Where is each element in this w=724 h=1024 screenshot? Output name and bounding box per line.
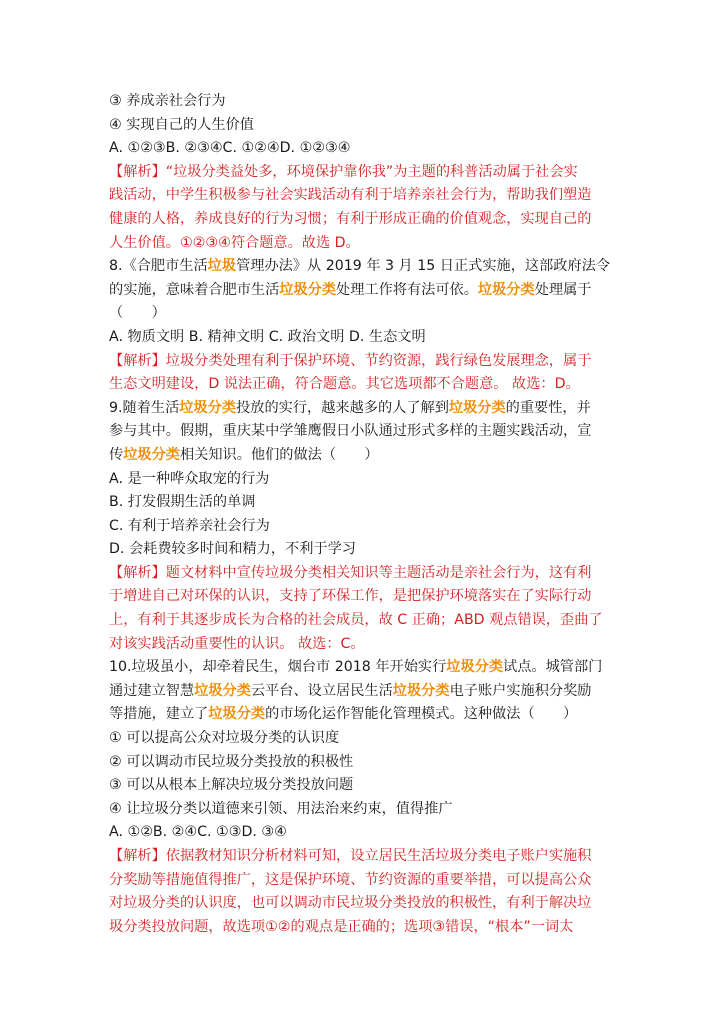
analysis-line: 【解析】垃圾分类处理有利于保护环境、节约资源，践行绿色发展理念，属于 [109, 352, 592, 369]
question-10-line: 10.垃圾虽小，却牵着民生，烟台市 2018 年开始实行垃圾分类试点。城管部门 [109, 659, 603, 676]
analysis-line: 对该实践活动重要性的认识。 故选：C。 [109, 635, 365, 652]
document-body [109, 90, 619, 939]
question-8-line: （ ） [109, 305, 166, 322]
keyword-highlight: 垃圾分类 [179, 399, 237, 416]
keyword-highlight: 垃圾 [207, 258, 237, 275]
question-9-line: 传垃圾分类相关知识。他们的做法（ ） [109, 446, 379, 463]
option-line: ③ 养成亲社会行为 [109, 93, 226, 109]
keyword-highlight: 垃圾分类 [392, 682, 450, 699]
option-line: ④ 让垃圾分类以道德来引领、用法治来约束，值得推广 [109, 800, 453, 817]
keyword-highlight: 垃圾分类 [208, 706, 266, 723]
analysis-line: 【解析】题文材料中宣传垃圾分类相关知识等主题活动是亲社会行为，这有利 [109, 564, 592, 581]
keyword-highlight: 垃圾分类 [477, 281, 535, 298]
question-10-line: 等措施，建立了垃圾分类的市场化运作智能化管理模式。这种做法（ ） [109, 706, 578, 723]
analysis-line: 上，有利于其逐步成长为合格的社会成员，故 C 正确；ABD 观点错误，歪曲了 [109, 612, 603, 629]
option-line: C. 有利于培养亲社会行为 [109, 517, 270, 534]
analysis-line: 对垃圾分类的认识度，也可以调动市民垃圾分类投放的积极性，有利于解决垃 [109, 895, 592, 912]
option-line: ④ 实现自己的人生价值 [109, 116, 254, 133]
analysis-line: 【解析】依据教材知识分析材料可知，设立居民生活垃圾分类电子账户实施积 [109, 848, 592, 864]
option-line: A. 是一种哗众取宠的行为 [109, 470, 270, 487]
analysis-line: 生态文明建设，D 说法正确，符合题意。其它选项都不合题意。 故选：D。 [109, 376, 580, 393]
analysis-line: 践活动，中学生积极参与社会实践活动有利于培养亲社会行为，帮助我们塑造 [109, 187, 592, 204]
question-8-line: 的实施，意味着合肥市生活垃圾分类处理工作将有法可依。垃圾分类处理属于 [109, 281, 592, 298]
option-line: ① 可以提高公众对垃圾分类的认识度 [109, 730, 340, 747]
answer-choices: A. ①②B. ②④C. ①③D. ③④ [109, 824, 287, 841]
answer-choices: A. ①②③B. ②③④C. ①②④D. ①②③④ [109, 140, 351, 157]
keyword-highlight: 垃圾分类 [194, 682, 251, 699]
analysis-line: 人生价值。①②③④符合题意。故选 D。 [109, 234, 360, 251]
analysis-line: 圾分类投放问题，故选项①②的观点是正确的；选项③错误，“根本”一词太 [109, 918, 574, 935]
keyword-highlight: 垃圾分类 [279, 281, 337, 298]
answer-choices: A. 物质文明 B. 精神文明 C. 政治文明 D. 生态文明 [109, 328, 426, 345]
option-line: ③ 可以从根本上解决垃圾分类投放问题 [109, 777, 354, 794]
question-10-line: 通过建立智慧垃圾分类云平台、设立居民生活垃圾分类电子账户实施积分奖励 [109, 682, 592, 699]
analysis-line: 分奖励等措施值得推广，这是保护环境、节约资源的重要举措，可以提高公众 [109, 871, 592, 888]
analysis-line: 健康的人格，养成良好的行为习惯；有利于形成正确的价值观念，实现自己的 [109, 210, 592, 227]
keyword-highlight: 垃圾分类 [446, 659, 504, 676]
question-9-line: 9.随着生活垃圾分类投放的实行，越来越多的人了解到垃圾分类的重要性，并 [109, 399, 591, 416]
option-line: D. 会耗费较多时间和精力，不利于学习 [109, 541, 356, 558]
keyword-highlight: 垃圾分类 [448, 399, 506, 416]
question-9-line: 参与其中。假期，重庆某中学雏鹰假日小队通过形式多样的主题实践活动，宣 [109, 423, 592, 440]
analysis-line: 【解析】“垃圾分类益处多，环境保护靠你我”为主题的科普活动属于社会实 [109, 163, 578, 180]
option-line: ② 可以调动市民垃圾分类投放的积极性 [109, 753, 354, 770]
keyword-highlight: 垃圾分类 [123, 446, 180, 463]
question-8-line: 8.《合肥市生活垃圾管理办法》从 2019 年 3 月 15 日正式实施，这部政府法令 [109, 258, 611, 275]
option-line: B. 打发假期生活的单调 [109, 494, 256, 511]
analysis-line: 于增进自己对环保的认识，支持了环保工作，是把保护环境落实在了实际行动 [109, 588, 592, 605]
